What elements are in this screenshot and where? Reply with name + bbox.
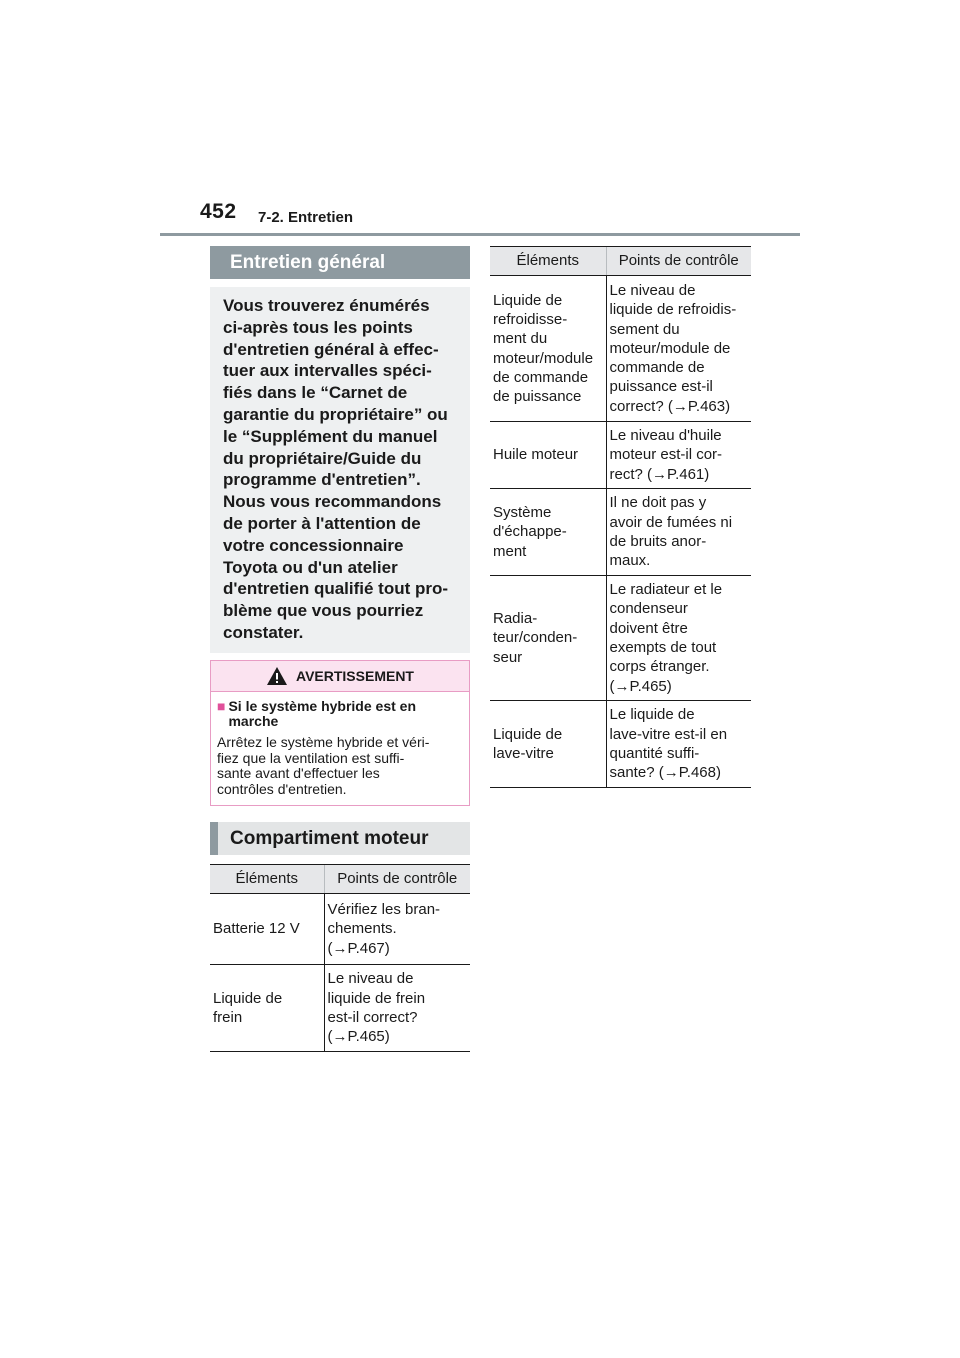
warning-line: sante avant d'effectuer les: [217, 765, 380, 781]
intro-line: fiés dans le “Carnet de: [223, 383, 408, 403]
table-header-row: [210, 865, 470, 894]
engine-table-left: [210, 864, 470, 1052]
check-line: (→P.467): [327, 939, 390, 957]
check-line: condenseur: [609, 600, 688, 618]
warning-line: contrôles d'entretien.: [217, 780, 347, 797]
item-line: ment du: [493, 330, 548, 348]
check-line: liquide de frein: [327, 989, 426, 1007]
check-line: Vérifiez les bran-: [327, 901, 441, 919]
item-line: Batterie 12 V: [213, 920, 300, 938]
check-line: maux.: [609, 552, 651, 570]
check-cell: [606, 489, 751, 576]
column-header-items: Éléments: [490, 247, 606, 276]
intro-line: d'entretien général à effec-: [223, 339, 439, 359]
general-maintenance-heading: Entretien général: [210, 246, 470, 279]
item-line: Liquide de: [213, 989, 283, 1007]
item-line: frein: [213, 1009, 243, 1026]
intro-line: Vous trouverez énumérés: [223, 296, 430, 315]
table-row: [210, 965, 470, 1052]
warning-header: [211, 661, 469, 692]
check-cell: [606, 422, 751, 489]
table-row: [490, 489, 751, 576]
table-row: [210, 894, 470, 965]
table-row: [490, 422, 751, 489]
warning-subtitle-text: Si le système hybride est en marche: [228, 698, 416, 729]
intro-line: votre concessionnaire: [223, 535, 404, 555]
check-line: moteur est-il cor-: [609, 446, 723, 464]
warning-title: AVERTISSEMENT: [296, 668, 414, 684]
check-line: lave-vitre est-il en: [609, 725, 728, 743]
intro-line: d'entretien qualifié tout pro-: [223, 579, 449, 599]
check-line: sante? (→P.468): [609, 764, 721, 782]
check-line: de bruits anor-: [609, 533, 707, 550]
item-line: teur/conden-: [493, 629, 578, 647]
intro-line: ci-après tous les points: [223, 317, 413, 337]
check-line: Le niveau de: [327, 970, 414, 988]
intro-line: blème que vous pourriez: [223, 601, 424, 621]
item-line: lave-vitre: [493, 745, 554, 762]
check-line: correct? (→P.463): [609, 397, 731, 415]
item-line: de puissance: [493, 388, 582, 406]
intro-line: garantie du propriétaire” ou: [223, 404, 448, 424]
item-line: seur: [493, 648, 523, 666]
check-line: corps étranger.: [609, 658, 710, 676]
check-line: rect? (→P.461): [609, 465, 710, 483]
check-line: doivent être: [609, 619, 688, 637]
check-line: Le niveau d'huile: [609, 427, 722, 445]
item-cell: [490, 276, 606, 422]
bullet-square-icon: ■: [217, 698, 226, 714]
item-cell: [490, 701, 606, 788]
column-header-checks: Points de contrôle: [606, 247, 751, 276]
check-line: Le liquide de: [609, 706, 695, 724]
item-line: refroidisse-: [493, 310, 568, 328]
intro-line: tuer aux intervalles spéci-: [223, 361, 432, 381]
warning-box: [210, 660, 470, 806]
item-line: Huile moteur: [493, 446, 579, 464]
check-cell: [324, 965, 470, 1052]
warning-subtitle: [217, 699, 463, 729]
check-line: (→P.465): [327, 1028, 390, 1046]
intro-line: de porter à l'attention de: [223, 513, 421, 533]
check-line: Le niveau de: [609, 281, 696, 299]
intro-line: Nous vous recommandons: [223, 492, 442, 512]
check-line: chements.: [327, 920, 397, 938]
item-cell: [490, 576, 606, 701]
intro-box: [210, 287, 470, 653]
intro-line: programme d'entretien”.: [223, 470, 421, 490]
intro-line: Toyota ou d'un atelier: [223, 557, 398, 577]
check-line: (→P.465): [609, 677, 672, 695]
item-line: Liquide de: [493, 725, 563, 743]
check-line: est-il correct?: [327, 1009, 418, 1026]
table-row: [490, 276, 751, 422]
check-line: moteur/module de: [609, 339, 731, 357]
table-row: [490, 701, 751, 788]
item-line: Radia-: [493, 610, 538, 628]
warning-line: fiez que la ventilation est suffi-: [217, 749, 405, 766]
item-line: d'échappe-: [493, 523, 567, 541]
table-header-row: [490, 247, 751, 276]
item-line: Système: [493, 504, 552, 522]
check-cell: [606, 576, 751, 701]
intro-line: constater.: [223, 622, 304, 642]
column-header-items: Éléments: [210, 865, 324, 894]
warning-triangle-icon: [266, 666, 288, 686]
column-header-checks: Points de contrôle: [324, 865, 470, 894]
item-line: ment: [493, 542, 527, 560]
item-cell: [490, 489, 606, 576]
item-line: de commande: [493, 368, 589, 386]
check-line: commande de: [609, 359, 705, 377]
check-line: Il ne doit pas y: [609, 494, 707, 512]
warning-body: [217, 735, 463, 797]
check-line: puissance est-il: [609, 378, 713, 396]
item-line: moteur/module: [493, 349, 594, 367]
check-line: liquide de refroidis-: [609, 301, 737, 319]
item-cell: [210, 894, 324, 965]
header-rule: [160, 233, 800, 236]
check-cell: [606, 276, 751, 422]
check-line: quantité suffi-: [609, 745, 700, 762]
check-line: Le radiateur et le: [609, 581, 723, 599]
item-cell: [210, 965, 324, 1052]
intro-line: du propriétaire/Guide du: [223, 448, 422, 468]
check-cell: [324, 894, 470, 965]
check-line: exempts de tout: [609, 639, 717, 656]
item-line: Liquide de: [493, 291, 563, 309]
warning-line: Arrêtez le système hybride et véri-: [217, 734, 430, 750]
check-line: sement du: [609, 320, 680, 338]
item-cell: [490, 422, 606, 489]
intro-line: le “Supplément du manuel: [223, 426, 438, 446]
page-number: 452: [200, 200, 237, 223]
engine-compartment-heading: Compartiment moteur: [210, 822, 470, 855]
check-cell: [606, 701, 751, 788]
table-row: [490, 576, 751, 701]
engine-table-right: [490, 246, 751, 788]
section-title: 7-2. Entretien: [258, 209, 354, 226]
check-line: avoir de fumées ni: [609, 513, 733, 531]
